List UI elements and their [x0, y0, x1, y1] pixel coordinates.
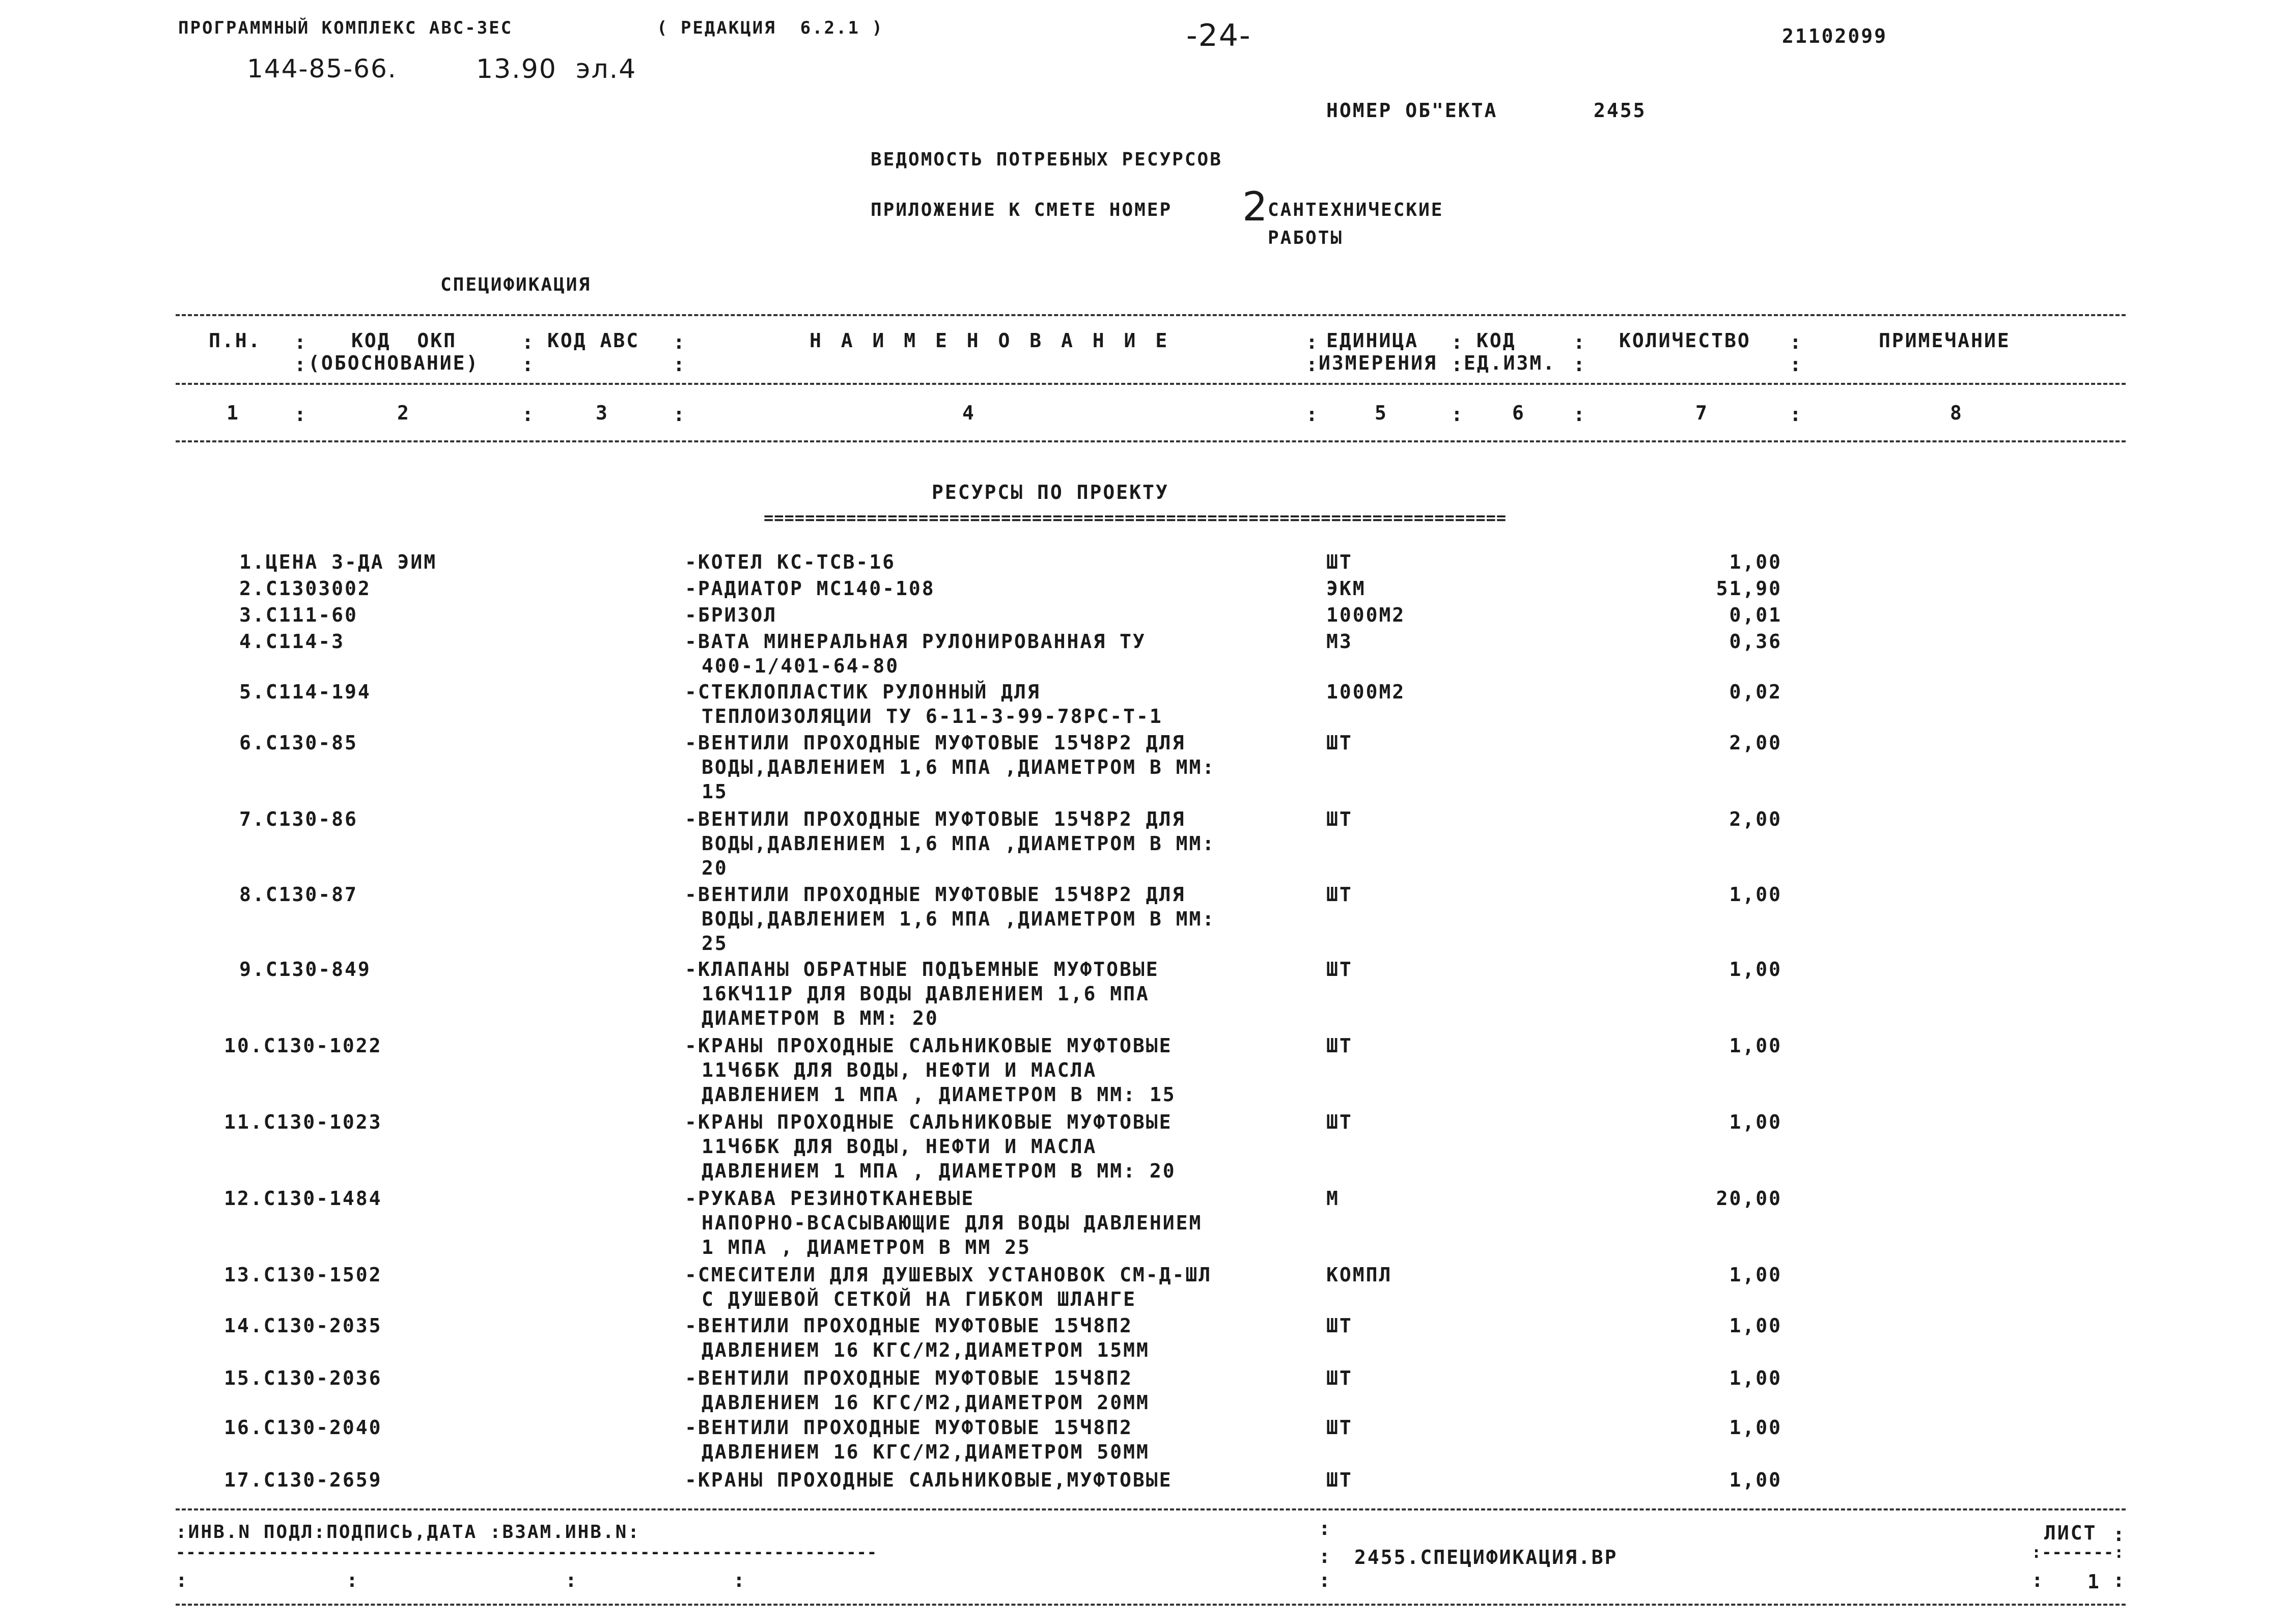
row-name: ВОДЫ,ДАВЛЕНИЕМ 1,6 МПА ,ДИАМЕТРОМ В ММ:	[702, 756, 1216, 778]
row-unit: ШТ	[1326, 1314, 1353, 1337]
row-code: 4.С114-3	[239, 630, 345, 653]
col-qty: КОЛИЧЕСТВО	[1619, 329, 1751, 352]
row-unit: 1000М2	[1326, 681, 1406, 703]
col-sep: :	[673, 331, 686, 353]
object-label: НОМЕР ОБ"ЕКТА	[1326, 99, 1498, 122]
row-name: НАПОРНО-ВСАСЫВАЮЩИЕ ДЛЯ ВОДЫ ДАВЛЕНИЕМ	[702, 1212, 1203, 1234]
row-name: ДИАМЕТРОМ В ММ: 20	[702, 1007, 939, 1029]
col-unitcode: КОД	[1476, 329, 1516, 352]
row-unit: ШТ	[1326, 1416, 1353, 1439]
col-sep: :	[294, 331, 308, 353]
section-title: РЕСУРСЫ ПО ПРОЕКТУ	[932, 481, 1169, 503]
col-unitcode-2: ЕД.ИЗМ.	[1464, 352, 1556, 374]
row-unit: М	[1326, 1187, 1340, 1210]
row-quantity: 1,00	[1729, 1034, 1782, 1057]
row-code: 9.С130-849	[239, 958, 371, 981]
footer-sep: :	[565, 1569, 578, 1591]
estimate-number: 2	[1242, 184, 1269, 230]
row-name: 1 МПА , ДИАМЕТРОМ В ММ 25	[702, 1236, 1031, 1258]
row-name: С ДУШЕВОЙ СЕТКОЙ НА ГИБКОМ ШЛАНГЕ	[702, 1288, 1136, 1310]
row-unit: ШТ	[1326, 1034, 1353, 1057]
row-name: ВОДЫ,ДАВЛЕНИЕМ 1,6 МПА ,ДИАМЕТРОМ В ММ:	[702, 832, 1216, 855]
page-number: -24-	[1186, 18, 1251, 53]
row-unit: ШТ	[1326, 1111, 1353, 1133]
row-name: -КРАНЫ ПРОХОДНЫЕ САЛЬНИКОВЫЕ МУФТОВЫЕ	[685, 1111, 1173, 1133]
col-sep: :	[1573, 403, 1586, 426]
footer-sep: :	[1319, 1569, 1332, 1591]
row-name: 11Ч6БК ДЛЯ ВОДЫ, НЕФТИ И МАСЛА	[702, 1059, 1097, 1081]
col-sep: :	[522, 403, 535, 426]
row-code: 14.С130-2035	[224, 1314, 382, 1337]
row-name: ДАВЛЕНИЕМ 16 КГС/М2,ДИАМЕТРОМ 50ММ	[702, 1441, 1150, 1463]
footer-sep: :	[346, 1569, 359, 1591]
row-code: 12.С130-1484	[224, 1187, 382, 1210]
col-number: 2	[397, 402, 410, 424]
row-code: 3.С111-60	[239, 604, 358, 626]
handwritten-note: 144-85-66.	[247, 54, 397, 83]
row-name: ВОДЫ,ДАВЛЕНИЕМ 1,6 МПА ,ДИАМЕТРОМ В ММ:	[702, 908, 1216, 930]
row-quantity: 1,00	[1729, 1367, 1782, 1389]
row-quantity: 20,00	[1716, 1187, 1782, 1210]
row-unit: ШТ	[1326, 551, 1353, 573]
col-number: 4	[962, 402, 976, 424]
row-code: 16.С130-2040	[224, 1416, 382, 1439]
work-type-2: РАБОТЫ	[1268, 228, 1344, 248]
row-quantity: 0,02	[1729, 681, 1782, 703]
sheet-rule: :-------:	[2031, 1543, 2125, 1562]
sheet-label: ЛИСТ	[2044, 1522, 2097, 1544]
row-quantity: 1,00	[1729, 1469, 1782, 1491]
row-code: 8.С130-87	[239, 883, 358, 906]
col-sep: :	[1451, 403, 1464, 426]
row-unit: КОМПЛ	[1326, 1264, 1392, 1286]
row-name: 20	[702, 857, 728, 879]
row-name: ДАВЛЕНИЕМ 1 МПА , ДИАМЕТРОМ В ММ: 20	[702, 1160, 1176, 1182]
col-number: 6	[1512, 402, 1525, 424]
row-quantity: 1,00	[1729, 883, 1782, 906]
row-name: -ВЕНТИЛИ ПРОХОДНЫЕ МУФТОВЫЕ 15Ч8П2	[685, 1416, 1133, 1439]
footer-sep: :	[733, 1569, 746, 1591]
row-quantity: 2,00	[1729, 732, 1782, 754]
col-sep: :	[522, 353, 535, 376]
row-code: 1.ЦЕНА 3-ДА ЭИМ	[239, 551, 437, 573]
specification-label: СПЕЦИФИКАЦИЯ	[440, 274, 592, 295]
file-name: 2455.СПЕЦИФИКАЦИЯ.ВР	[1354, 1546, 1618, 1569]
footer-top-rule	[176, 1508, 2126, 1510]
row-quantity: 51,90	[1716, 577, 1782, 600]
row-name: -ВЕНТИЛИ ПРОХОДНЫЕ МУФТОВЫЕ 15Ч8П2	[685, 1367, 1133, 1389]
row-code: 11.С130-1023	[224, 1111, 382, 1133]
row-unit: ШТ	[1326, 1367, 1353, 1389]
col-sep: :	[1573, 331, 1586, 353]
col-pn: П.Н.	[209, 329, 262, 352]
col-sep: :	[1573, 353, 1586, 376]
col-unit: ЕДИНИЦА	[1326, 329, 1419, 352]
row-code: 7.С130-86	[239, 808, 358, 830]
appendix-line: ПРИЛОЖЕНИЕ К СМЕТЕ НОМЕР	[871, 200, 1173, 220]
table-top-rule	[176, 314, 2126, 316]
row-unit: ЭКМ	[1326, 577, 1366, 600]
row-name: -КЛАПАНЫ ОБРАТНЫЕ ПОДЪЕМНЫЕ МУФТОВЫЕ	[685, 958, 1159, 981]
footer-sep: :	[2113, 1569, 2126, 1591]
footer-sep: :	[2031, 1569, 2045, 1591]
row-name: -СМЕСИТЕЛИ ДЛЯ ДУШЕВЫХ УСТАНОВОК СМ-Д-ШЛ	[685, 1264, 1212, 1286]
row-name: -ВЕНТИЛИ ПРОХОДНЫЕ МУФТОВЫЕ 15Ч8П2	[685, 1314, 1133, 1337]
row-name: -БРИЗОЛ	[685, 604, 777, 626]
col-sep: :	[294, 403, 308, 426]
col-sep: :	[1306, 353, 1319, 376]
row-name: -КРАНЫ ПРОХОДНЫЕ САЛЬНИКОВЫЕ МУФТОВЫЕ	[685, 1034, 1173, 1057]
row-name: 25	[702, 932, 728, 955]
col-sep: :	[1790, 353, 1803, 376]
col-sep: :	[1451, 331, 1464, 353]
col-note: ПРИМЕЧАНИЕ	[1879, 329, 2011, 352]
row-quantity: 0,01	[1729, 604, 1782, 626]
row-unit: ШТ	[1326, 732, 1353, 754]
row-quantity: 1,00	[1729, 1314, 1782, 1337]
footer-sep: :	[176, 1569, 189, 1591]
footer-sep: :	[2113, 1523, 2126, 1546]
row-code: 13.С130-1502	[224, 1264, 382, 1286]
col-name: Н А И М Е Н О В А Н И Е	[810, 329, 1172, 352]
row-name: ДАВЛЕНИЕМ 1 МПА , ДИАМЕТРОМ В ММ: 15	[702, 1083, 1176, 1106]
row-unit: М3	[1326, 630, 1353, 653]
footer-sep: :	[1319, 1517, 1332, 1539]
handwritten-note-2: 13.90 эл.4	[476, 54, 637, 85]
row-quantity: 2,00	[1729, 808, 1782, 830]
col-number: 5	[1375, 402, 1388, 424]
row-code: 10.С130-1022	[224, 1034, 382, 1057]
object-number: 2455	[1594, 99, 1647, 122]
col-sep: :	[522, 331, 535, 353]
col-sep: :	[294, 353, 308, 376]
stamp-rule: --------------------------------------------------------------------	[176, 1543, 878, 1562]
col-number: 1	[227, 402, 240, 424]
row-name: ДАВЛЕНИЕМ 16 КГС/М2,ДИАМЕТРОМ 15ММ	[702, 1339, 1150, 1361]
row-name: -РАДИАТОР МС140-108	[685, 577, 935, 600]
footer-bottom-rule	[176, 1604, 2126, 1606]
row-name: -ВАТА МИНЕРАЛЬНАЯ РУЛОНИРОВАННАЯ ТУ	[685, 630, 1146, 653]
row-unit: 1000М2	[1326, 604, 1406, 626]
footer-sep: :	[1319, 1545, 1332, 1567]
row-code: 2.С1303002	[239, 577, 371, 600]
row-code: 17.С130-2659	[224, 1469, 382, 1491]
row-code: 5.С114-194	[239, 681, 371, 703]
row-name: ДАВЛЕНИЕМ 16 КГС/М2,ДИАМЕТРОМ 20ММ	[702, 1391, 1150, 1414]
col-sep: :	[673, 353, 686, 376]
section-underline: ========================================================================	[764, 508, 1507, 527]
col-number: 8	[1950, 402, 1963, 424]
header-mid-rule	[176, 383, 2126, 385]
col-basis: (ОБОСНОВАНИЕ)	[308, 352, 480, 374]
row-name: 15	[702, 780, 728, 803]
row-unit: ШТ	[1326, 1469, 1353, 1491]
col-sep: :	[1790, 331, 1803, 353]
row-unit: ШТ	[1326, 808, 1353, 830]
row-name: -КОТЕЛ КС-ТСВ-16	[685, 551, 896, 573]
program-name: ПРОГРАММНЫЙ КОМПЛЕКС АВС-3ЕС	[178, 18, 513, 38]
col-sep: :	[1451, 353, 1464, 376]
col-sep: :	[1306, 331, 1319, 353]
row-quantity: 0,36	[1729, 630, 1782, 653]
document-title: ВЕДОМОСТЬ ПОТРЕБНЫХ РЕСУРСОВ	[871, 149, 1222, 170]
row-name: -ВЕНТИЛИ ПРОХОДНЫЕ МУФТОВЫЕ 15Ч8Р2 ДЛЯ	[685, 808, 1186, 830]
col-number: 7	[1695, 402, 1709, 424]
row-name: -ВЕНТИЛИ ПРОХОДНЫЕ МУФТОВЫЕ 15Ч8Р2 ДЛЯ	[685, 732, 1186, 754]
row-name: 11Ч6БК ДЛЯ ВОДЫ, НЕФТИ И МАСЛА	[702, 1135, 1097, 1158]
row-name: ТЕПЛОИЗОЛЯЦИИ ТУ 6-11-3-99-78РС-Т-1	[702, 705, 1163, 727]
row-code: 15.С130-2036	[224, 1367, 382, 1389]
sheet-number: 1	[2087, 1571, 2101, 1593]
col-unit-2: ИЗМЕРЕНИЯ	[1319, 352, 1437, 374]
edition: ( РЕДАКЦИЯ 6.2.1 )	[657, 18, 884, 38]
row-quantity: 1,00	[1729, 551, 1782, 573]
row-unit: ШТ	[1326, 958, 1353, 981]
col-okp: КОД ОКП	[351, 329, 457, 352]
row-name: 400-1/401-64-80	[702, 655, 900, 677]
col-abc: КОД АВС	[547, 329, 640, 352]
stamp-labels: :ИНВ.N ПОДЛ:ПОДПИСЬ,ДАТА :ВЗАМ.ИНВ.N:	[176, 1522, 640, 1543]
col-sep: :	[1306, 403, 1319, 426]
row-code: 6.С130-85	[239, 732, 358, 754]
row-quantity: 1,00	[1729, 1111, 1782, 1133]
row-quantity: 1,00	[1729, 1264, 1782, 1286]
row-unit: ШТ	[1326, 883, 1353, 906]
row-name: -СТЕКЛОПЛАСТИК РУЛОННЫЙ ДЛЯ	[685, 681, 1041, 703]
row-name: -ВЕНТИЛИ ПРОХОДНЫЕ МУФТОВЫЕ 15Ч8Р2 ДЛЯ	[685, 883, 1186, 906]
header-bottom-rule	[176, 440, 2126, 442]
row-quantity: 1,00	[1729, 958, 1782, 981]
row-quantity: 1,00	[1729, 1416, 1782, 1439]
col-number: 3	[596, 402, 609, 424]
row-name: 16КЧ11Р ДЛЯ ВОДЫ ДАВЛЕНИЕМ 1,6 МПА	[702, 983, 1150, 1005]
work-type: САНТЕХНИЧЕСКИЕ	[1268, 200, 1444, 220]
row-name: -РУКАВА РЕЗИНОТКАНЕВЫЕ	[685, 1187, 975, 1210]
col-sep: :	[1790, 403, 1803, 426]
document-code: 21102099	[1782, 25, 1888, 47]
row-name: -КРАНЫ ПРОХОДНЫЕ САЛЬНИКОВЫЕ,МУФТОВЫЕ	[685, 1469, 1173, 1491]
col-sep: :	[673, 403, 686, 426]
